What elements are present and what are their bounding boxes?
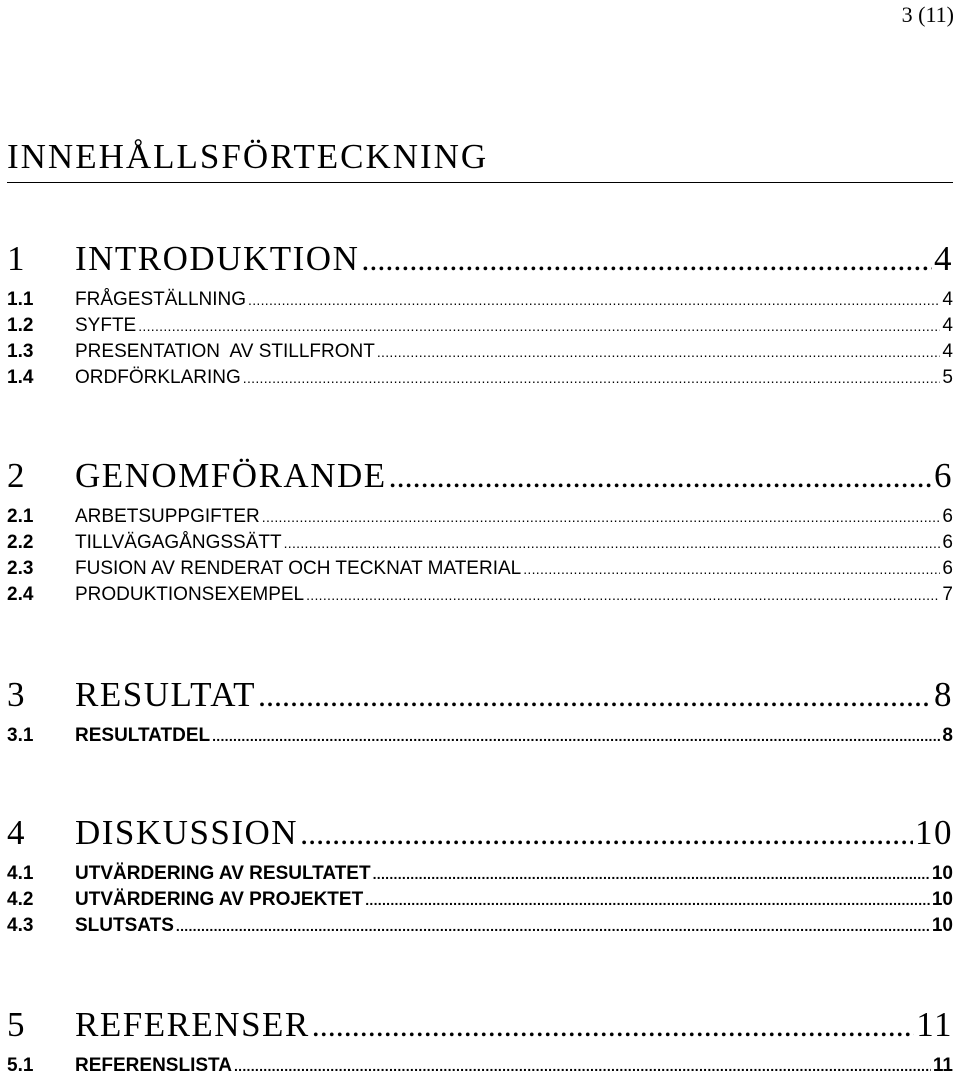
section-title: FRÅGESTÄLLNING	[75, 289, 247, 310]
toc-entry-4-3[interactable]	[7, 913, 953, 939]
section-page: 10	[931, 889, 953, 910]
chapter-page: 6	[934, 456, 953, 495]
toc-chapter-1	[7, 235, 953, 391]
toc-entry-chapter-1[interactable]	[7, 235, 953, 283]
section-number: 2.4	[7, 584, 34, 605]
toc-entry-5-1[interactable]	[7, 1053, 953, 1079]
section-number: 1.4	[7, 367, 34, 388]
dot-leader	[300, 809, 913, 857]
chapter-title: REFERENSER	[75, 1005, 310, 1044]
chapter-title: RESULTAT	[75, 675, 256, 714]
chapter-page: 10	[915, 813, 953, 852]
section-number: 1.3	[7, 341, 34, 362]
dot-leader	[312, 1001, 915, 1049]
section-page: 5	[942, 367, 953, 388]
section-number: 3.1	[7, 725, 34, 746]
toc-entry-4-2[interactable]	[7, 887, 953, 913]
toc-chapter-5	[7, 1001, 953, 1079]
dot-leader	[377, 339, 941, 365]
toc-entry-1-4[interactable]	[7, 365, 953, 391]
section-title: RESULTATDEL	[75, 725, 211, 746]
dot-leader	[234, 1053, 931, 1079]
toc-entry-4-1[interactable]	[7, 861, 953, 887]
toc-entry-chapter-2[interactable]	[7, 452, 953, 500]
toc-entry-3-1[interactable]	[7, 723, 953, 749]
section-title: TILLVÄGAGÅNGSSÄTT	[75, 532, 282, 553]
section-page: 10	[931, 863, 953, 884]
dot-leader	[361, 235, 932, 283]
chapter-number: 4	[7, 813, 26, 852]
toc-chapter-2	[7, 452, 953, 608]
toc-chapter-4	[7, 809, 953, 939]
toc-title: INNEHÅLLSFÖRTECKNING	[7, 136, 953, 183]
dot-leader	[389, 452, 932, 500]
toc-entry-2-1[interactable]	[7, 504, 953, 530]
section-title: UTVÄRDERING AV RESULTATET	[75, 863, 371, 884]
dot-leader	[523, 556, 940, 582]
section-title: UTVÄRDERING AV PROJEKTET	[75, 889, 364, 910]
section-page: 10	[931, 915, 953, 936]
section-title: SLUTSATS	[75, 915, 174, 936]
section-page: 4	[942, 315, 953, 336]
section-number: 4.1	[7, 863, 34, 884]
section-title: FUSION AV RENDERAT OCH TECKNAT MATERIAL	[75, 558, 522, 579]
section-page: 7	[942, 584, 953, 605]
chapter-number: 5	[7, 1005, 26, 1044]
dot-leader	[284, 530, 941, 556]
dot-leader	[248, 287, 940, 313]
toc-entry-1-1[interactable]	[7, 287, 953, 313]
section-title: ARBETSUPPGIFTER	[75, 506, 260, 527]
toc-entry-2-2[interactable]	[7, 530, 953, 556]
toc-entry-chapter-3[interactable]	[7, 671, 953, 719]
section-number: 2.1	[7, 506, 34, 527]
section-number: 4.2	[7, 889, 34, 910]
section-number: 5.1	[7, 1055, 34, 1076]
section-number: 1.2	[7, 315, 34, 336]
section-page: 6	[942, 532, 953, 553]
chapter-number: 2	[7, 456, 26, 495]
section-title: REFERENSLISTA	[75, 1055, 232, 1076]
chapter-number: 1	[7, 239, 26, 278]
dot-leader	[176, 913, 930, 939]
chapter-number: 3	[7, 675, 26, 714]
section-page: 11	[932, 1055, 953, 1076]
page-number: 3 (11)	[901, 2, 954, 27]
section-page: 4	[942, 289, 953, 310]
section-page: 4	[942, 341, 953, 362]
chapter-page: 11	[916, 1005, 953, 1044]
toc-entry-chapter-4[interactable]	[7, 809, 953, 857]
dot-leader	[365, 887, 930, 913]
section-number: 1.1	[7, 289, 34, 310]
dot-leader	[262, 504, 941, 530]
section-number: 2.2	[7, 532, 34, 553]
toc-entry-chapter-5[interactable]	[7, 1001, 953, 1049]
section-title: SYFTE	[75, 315, 137, 336]
toc-entry-1-2[interactable]	[7, 313, 953, 339]
chapter-page: 8	[934, 675, 953, 714]
section-page: 6	[942, 506, 953, 527]
section-number: 4.3	[7, 915, 34, 936]
dot-leader	[258, 671, 932, 719]
chapter-title: GENOMFÖRANDE	[75, 456, 387, 495]
chapter-title: DISKUSSION	[75, 813, 299, 852]
section-title: PRODUKTIONSEXEMPEL	[75, 584, 305, 605]
chapter-title: INTRODUKTION	[75, 239, 360, 278]
toc-entry-2-3[interactable]	[7, 556, 953, 582]
section-page: 6	[942, 558, 953, 579]
section-title: PRESENTATION AV STILLFRONT	[75, 341, 375, 362]
dot-leader	[138, 313, 940, 339]
section-title: ORDFÖRKLARING	[75, 367, 241, 388]
dot-leader	[212, 723, 940, 749]
section-number: 2.3	[7, 558, 34, 579]
toc-entry-2-4[interactable]	[7, 582, 953, 608]
dot-leader	[243, 365, 941, 391]
toc-entry-1-3[interactable]	[7, 339, 953, 365]
dot-leader	[306, 582, 940, 608]
chapter-page: 4	[934, 239, 953, 278]
toc-chapter-3	[7, 671, 953, 749]
section-page: 8	[942, 725, 953, 746]
dot-leader	[373, 861, 930, 887]
